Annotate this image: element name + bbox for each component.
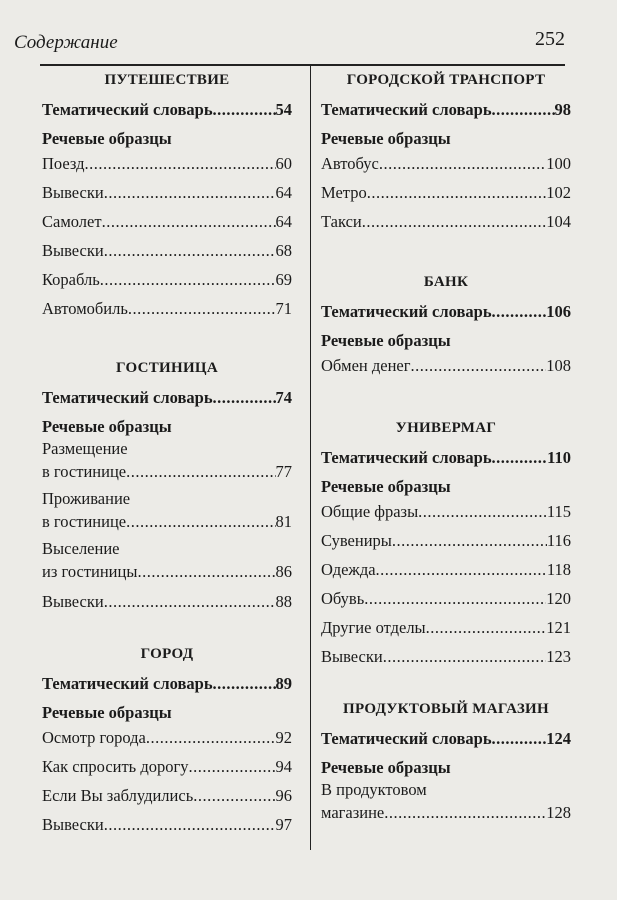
thematic-label: Тематический словарь (42, 674, 213, 693)
leader-dots (102, 207, 276, 236)
entry-label-line1: Проживание (42, 489, 131, 508)
toc-entry[interactable] (321, 351, 571, 380)
header-rule (40, 64, 565, 66)
page-ref: 69 (275, 270, 292, 289)
leader-dots (364, 584, 546, 613)
leader-dots (383, 642, 547, 671)
toc-entry[interactable] (42, 587, 292, 616)
entry-label: Вывески (321, 647, 383, 666)
leader-dots (104, 587, 276, 616)
thematic-label: Тематический словарь (321, 302, 492, 321)
page-ref: 102 (546, 183, 571, 202)
leader-dots (492, 448, 548, 468)
leader-dots (376, 555, 547, 584)
toc-entry[interactable] (321, 584, 571, 613)
leader-dots (492, 302, 547, 322)
page-ref: 64 (275, 212, 292, 231)
leader-dots (146, 723, 276, 752)
toc-entry[interactable] (42, 149, 292, 178)
leader-dots (100, 265, 276, 294)
entry-label: Поезд (42, 154, 85, 173)
leader-dots (367, 178, 547, 207)
entry-label-line2: в гостинице (42, 462, 127, 481)
section-hotel (42, 360, 292, 616)
leader-dots (104, 810, 276, 839)
speech-samples-label: Речевые образцы (321, 331, 451, 350)
toc-entry[interactable] (321, 207, 571, 236)
page-ref: 124 (546, 729, 571, 748)
section-bank (321, 274, 571, 380)
speech-samples-label: Речевые образцы (42, 129, 172, 148)
page-ref: 71 (275, 299, 292, 318)
toc-entry[interactable] (321, 613, 571, 642)
section-travel (42, 72, 292, 323)
leader-dots (411, 351, 547, 380)
section-city-transport (321, 72, 571, 236)
leader-dots (104, 178, 276, 207)
page-ref: 77 (275, 462, 292, 481)
page-ref: 74 (275, 388, 292, 407)
entry-label-line1: В продуктовом (321, 780, 427, 799)
entry-label: Такси (321, 212, 362, 231)
entry-label: Другие отделы (321, 618, 426, 637)
page-ref: 110 (547, 448, 571, 467)
entry-label-line2: магазине (321, 803, 385, 822)
entry-label: Общие фразы (321, 502, 419, 521)
section-title: ПРОДУКТОВЫЙ МАГАЗИН (343, 701, 549, 717)
toc-entry[interactable] (42, 178, 292, 207)
page-ref: 96 (275, 786, 292, 805)
toc-entry[interactable] (42, 810, 292, 839)
toc-entry[interactable] (42, 437, 292, 483)
entry-label: Самолет (42, 212, 102, 231)
leader-dots (213, 100, 276, 120)
page-ref: 100 (546, 154, 571, 173)
entry-label: Корабль (42, 270, 100, 289)
page-ref: 81 (275, 512, 292, 531)
page-ref: 123 (546, 647, 571, 666)
section-title: УНИВЕРМАГ (395, 420, 497, 436)
leader-dots (418, 497, 547, 526)
toc-entry[interactable] (42, 723, 292, 752)
page-ref: 86 (275, 562, 292, 581)
entry-label: Вывески (42, 815, 104, 834)
section-title: ГОРОДСКОЙ ТРАНСПОРТ (346, 72, 546, 88)
page-ref: 106 (546, 302, 571, 321)
toc-entry[interactable] (321, 497, 571, 526)
entry-label: Осмотр города (42, 728, 146, 747)
leader-dots (492, 729, 547, 749)
thematic-dictionary-entry[interactable] (321, 448, 571, 468)
entry-label: Вывески (42, 241, 104, 260)
page-ref: 54 (275, 100, 292, 119)
section-grocery-store (321, 701, 571, 824)
column-divider (310, 66, 311, 850)
speech-samples-label: Речевые образцы (42, 417, 172, 436)
entry-label-line2: в гостинице (42, 512, 127, 531)
entry-label: Сувениры (321, 531, 392, 550)
thematic-label: Тематический словарь (42, 388, 213, 407)
entry-label-line1: Выселение (42, 539, 120, 558)
leader-dots (213, 388, 276, 408)
page-ref: 120 (546, 589, 571, 608)
page-ref: 115 (546, 502, 571, 521)
page-ref: 118 (546, 560, 571, 579)
thematic-dictionary-entry[interactable] (42, 388, 292, 408)
toc-entry[interactable] (321, 178, 571, 207)
section-title: БАНК (423, 274, 469, 290)
toc-entry[interactable] (321, 526, 571, 555)
thematic-label: Тематический словарь (321, 100, 492, 119)
leader-dots (85, 149, 276, 178)
page-ref: 116 (546, 531, 571, 550)
page-ref: 97 (275, 815, 292, 834)
page-ref: 60 (275, 154, 292, 173)
toc-entry[interactable] (42, 487, 292, 533)
toc-entry[interactable] (42, 781, 292, 810)
page-ref: 98 (554, 100, 571, 119)
thematic-label: Тематический словарь (321, 729, 492, 748)
page-ref: 94 (275, 757, 292, 776)
page-ref: 68 (275, 241, 292, 260)
header-title: Содержание (14, 32, 118, 53)
page-ref: 121 (546, 618, 571, 637)
left-column (42, 72, 292, 839)
entry-label: Метро (321, 183, 367, 202)
leader-dots (384, 801, 546, 824)
leader-dots (189, 752, 276, 781)
thematic-label: Тематический словарь (321, 448, 492, 467)
toc-entry[interactable] (42, 207, 292, 236)
toc-entry[interactable] (42, 294, 292, 323)
page-ref: 104 (546, 212, 571, 231)
entry-label: Обувь (321, 589, 365, 608)
toc-entry[interactable] (321, 778, 571, 824)
leader-dots (213, 674, 276, 694)
section-title: ГОСТИНИЦА (115, 360, 219, 376)
leader-dots (126, 510, 275, 533)
section-city (42, 646, 292, 839)
entry-label: Вывески (42, 183, 104, 202)
entry-label: Обмен денег (321, 356, 411, 375)
page-number: 252 (535, 28, 565, 50)
speech-samples-label: Речевые образцы (321, 758, 451, 777)
thematic-dictionary-entry[interactable] (321, 729, 571, 749)
entry-label: Одежда (321, 560, 376, 579)
thematic-dictionary-entry[interactable] (321, 100, 571, 120)
toc-entry[interactable] (42, 537, 292, 583)
page-ref: 64 (275, 183, 292, 202)
toc-entry[interactable] (42, 752, 292, 781)
leader-dots (126, 460, 275, 483)
entry-label: Если Вы заблудились (42, 786, 194, 805)
toc-entry[interactable] (321, 555, 571, 584)
entry-label: Вывески (42, 592, 104, 611)
toc-entry[interactable] (42, 236, 292, 265)
page-ref: 128 (546, 803, 571, 822)
entry-label: Автобус (321, 154, 379, 173)
leader-dots (362, 207, 546, 236)
leader-dots (426, 613, 547, 642)
entry-label-line2: из гостиницы (42, 562, 138, 581)
toc-entry[interactable] (321, 642, 571, 671)
toc-entry[interactable] (321, 149, 571, 178)
section-title: ГОРОД (140, 646, 194, 662)
leader-dots (193, 781, 275, 810)
entry-label: Автомобиль (42, 299, 128, 318)
speech-samples-label: Речевые образцы (321, 129, 451, 148)
leader-dots (137, 560, 275, 583)
leader-dots (104, 236, 276, 265)
page-ref: 89 (275, 674, 292, 693)
thematic-dictionary-entry[interactable] (42, 674, 292, 694)
right-column (321, 72, 571, 828)
leader-dots (379, 149, 546, 178)
entry-label-line1: Размещение (42, 439, 128, 458)
toc-entry[interactable] (42, 265, 292, 294)
page-ref: 108 (546, 356, 571, 375)
page-header (14, 28, 565, 62)
section-title: ПУТЕШЕСТВИЕ (104, 72, 230, 88)
leader-dots (392, 526, 547, 555)
thematic-dictionary-entry[interactable] (321, 302, 571, 322)
speech-samples-label: Речевые образцы (321, 477, 451, 496)
section-department-store (321, 420, 571, 671)
page-ref: 88 (275, 592, 292, 611)
speech-samples-label: Речевые образцы (42, 703, 172, 722)
leader-dots (128, 294, 276, 323)
page-ref: 92 (275, 728, 292, 747)
thematic-dictionary-entry[interactable] (42, 100, 292, 120)
entry-label: Как спросить дорогу (42, 757, 189, 776)
thematic-label: Тематический словарь (42, 100, 213, 119)
leader-dots (492, 100, 555, 120)
